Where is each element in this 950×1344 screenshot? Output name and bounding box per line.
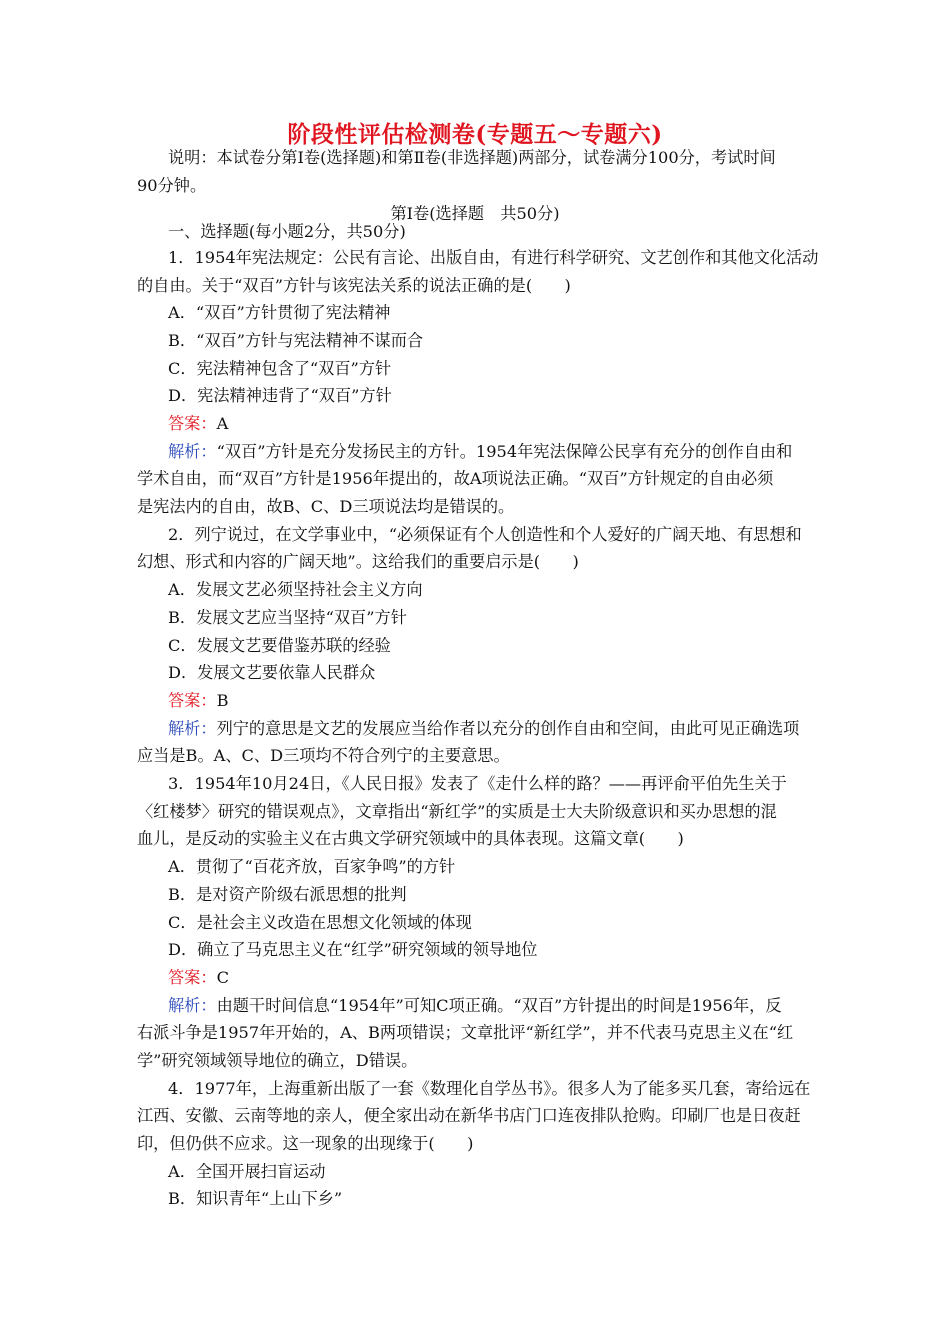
question-stem: 的自由。关于“双百”方针与该宪法关系的说法正确的是( ) <box>137 276 571 295</box>
option: C．是社会主义改造在思想文化领域的体现 <box>168 913 472 932</box>
option: B．发展文艺应当坚持“双百”方针 <box>168 608 407 627</box>
intro-line: 说明：本试卷分第Ⅰ卷(选择题)和第Ⅱ卷(非选择题)两部分，试卷满分100分，考试时间 <box>168 148 776 167</box>
answer-value: A <box>216 414 229 433</box>
analysis-line <box>168 719 799 739</box>
option: D．发展文艺要依靠人民群众 <box>168 663 376 682</box>
analysis-label: 解析： <box>168 719 217 738</box>
analysis-text: 应当是B。A、C、D三项均不符合列宁的主要意思。 <box>137 746 510 765</box>
option: C．宪法精神包含了“双百”方针 <box>168 359 392 378</box>
question-stem: 江西、安徽、云南等地的亲人，便全家出动在新华书店门口连夜排队抢购。印刷厂也是日夜赶 <box>137 1106 801 1125</box>
analysis-line <box>168 442 792 462</box>
answer-value: B <box>216 691 229 710</box>
analysis-label: 解析： <box>168 996 217 1015</box>
analysis-text: 学”研究领域领导地位的确立，D错误。 <box>137 1051 418 1070</box>
option: A．发展文艺必须坚持社会主义方向 <box>168 580 423 599</box>
analysis-text: 学术自由，而“双百”方针是1956年提出的，故A项说法正确。“双百”方针规定的自由必须 <box>137 469 774 488</box>
exam-title: 阶段性评估检测卷(专题五～专题六) <box>287 121 663 148</box>
option: A．全国开展扫盲运动 <box>168 1162 326 1181</box>
option: A．“双百”方针贯彻了宪法精神 <box>168 303 391 322</box>
question-stem: 幻想、形式和内容的广阔天地”。这给我们的重要启示是( ) <box>137 552 579 571</box>
intro-line: 90分钟。 <box>137 176 207 195</box>
answer-label: 答案： <box>168 968 217 987</box>
question-stem: 〈红楼梦〉研究的错误观点》，文章指出“新红学”的实质是士大夫阶级意识和买办思想的混 <box>137 802 777 821</box>
option: A．贯彻了“百花齐放，百家争鸣”的方针 <box>168 857 456 876</box>
question-stem: 1．1954年宪法规定：公民有言论、出版自由，有进行科学研究、文艺创作和其他文化活动 <box>168 248 819 267</box>
question-stem: 2．列宁说过，在文学事业中，“必须保证有个人创造性和个人爱好的广阔天地、有思想和 <box>168 525 802 544</box>
analysis-text: 由题干时间信息“1954年”可知C项正确。“双百”方针提出的时间是1956年，反 <box>216 996 782 1015</box>
analysis-text: 是宪法内的自由，故B、C、D三项说法均是错误的。 <box>137 497 515 516</box>
option: D．宪法精神违背了“双百”方针 <box>168 386 392 405</box>
answer-value: C <box>216 968 229 987</box>
analysis-text: “双百”方针是充分发扬民主的方针。1954年宪法保障公民享有充分的创作自由和 <box>216 442 793 461</box>
answer-line <box>168 414 228 434</box>
question-stem: 3．1954年10月24日，《人民日报》发表了《走什么样的路？——再评俞平伯先生关于 <box>168 774 787 793</box>
option: B．知识青年“上山下乡” <box>168 1189 343 1208</box>
analysis-label: 解析： <box>168 442 217 461</box>
section-title: 第Ⅰ卷(选择题 共50分) <box>390 204 560 223</box>
option: C．发展文艺要借鉴苏联的经验 <box>168 636 391 655</box>
analysis-text: 列宁的意思是文艺的发展应当给作者以充分的创作自由和空间，由此可见正确选项 <box>216 719 800 738</box>
question-stem: 血儿，是反动的实验主义在古典文学研究领域中的具体表现。这篇文章( ) <box>137 829 684 848</box>
answer-label: 答案： <box>168 414 217 433</box>
answer-line <box>168 691 228 711</box>
analysis-line <box>168 996 782 1016</box>
answer-label: 答案： <box>168 691 217 710</box>
option: D．确立了马克思主义在“红学”研究领域的领导地位 <box>168 940 538 959</box>
question-stem: 4．1977年，上海重新出版了一套《数理化自学丛书》。很多人为了能多买几套，寄给远在 <box>168 1079 811 1098</box>
option: B．是对资产阶级右派思想的批判 <box>168 885 407 904</box>
option: B．“双百”方针与宪法精神不谋而合 <box>168 331 424 350</box>
answer-line <box>168 968 229 988</box>
part-heading: 一、选择题(每小题2分，共50分) <box>168 222 406 241</box>
analysis-text: 右派斗争是1957年开始的，A、B两项错误；文章批评“新红学”，并不代表马克思主义在“红 <box>137 1023 794 1042</box>
question-stem: 印，但仍供不应求。这一现象的出现缘于( ) <box>137 1134 474 1153</box>
